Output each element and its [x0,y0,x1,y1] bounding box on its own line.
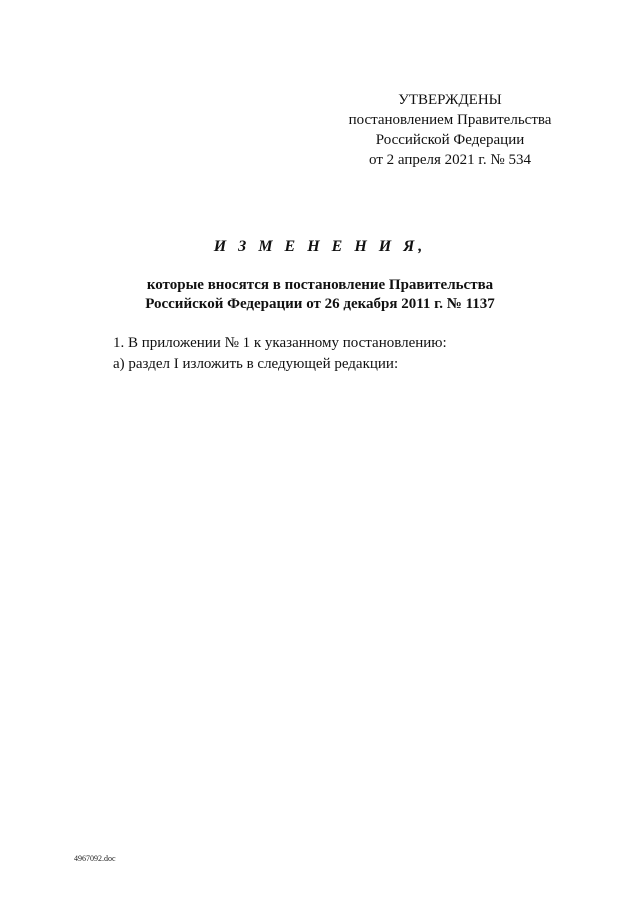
document-title-block [0,236,640,314]
approval-date-line: от 2 апреля 2021 г. № 534 [369,152,531,168]
document-subtitle-line-2: Российской Федерации от 26 декабря 2011 г. № 1137 [145,296,495,312]
document-subtitle-line-1: которые вносятся в постановление Правительства [146,277,494,293]
body-paragraph: а) раздел I изложить в следующей редакции: [113,356,399,372]
approval-line-2: Российской Федерации [375,132,525,148]
footer-file-code: 4967092.doc [74,854,116,863]
document-title: И З М Е Н Е Н И Я, [213,238,427,255]
approval-stamp [330,90,570,170]
approval-heading: УТВЕРЖДЕНЫ [398,92,502,108]
approval-line-1: постановлением Правительства [348,112,552,128]
document-body [113,333,573,375]
body-paragraph: 1. В приложении № 1 к указанному постановлению: [113,335,447,351]
